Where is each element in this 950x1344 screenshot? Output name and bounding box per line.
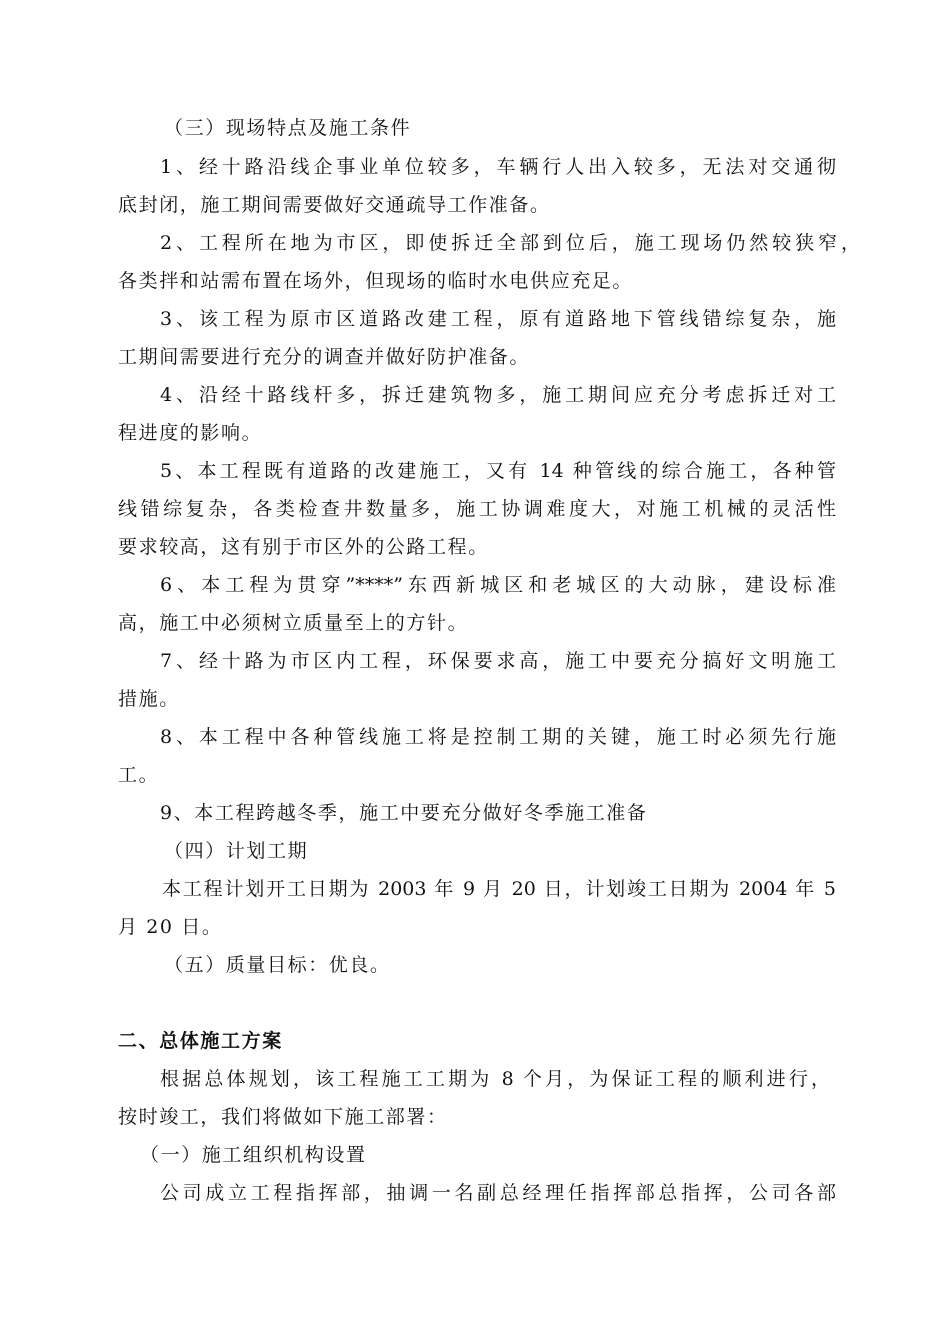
paragraph-line: 月 20 日。 — [118, 916, 223, 938]
section-heading-overall-plan: 二、总体施工方案 — [118, 1030, 283, 1052]
paragraph-line: 9、本工程跨越冬季，施工中要充分做好冬季施工准备 — [160, 802, 648, 824]
subheading-site-conditions: （三）现场特点及施工条件 — [164, 117, 412, 139]
paragraph-line: 高，施工中必须树立质量至上的方针。 — [118, 612, 469, 634]
paragraph-line: 3、该工程为原市区道路改建工程，原有道路地下管线错综复杂，施 — [160, 308, 836, 330]
paragraph-line: 2、工程所在地为市区，即使拆迁全部到位后，施工现场仍然较狭窄， — [160, 232, 860, 254]
paragraph-line: 5、本工程既有道路的改建施工，又有 14 种管线的综合施工，各种管 — [160, 460, 836, 482]
paragraph-line: 1、经十路沿线企事业单位较多，车辆行人出入较多，无法对交通彻 — [160, 156, 836, 178]
paragraph-line: 要求较高，这有别于市区外的公路工程。 — [118, 536, 489, 558]
paragraph-line: 工期间需要进行充分的调查并做好防护准备。 — [118, 346, 531, 368]
paragraph-line: 公司成立工程指挥部，抽调一名副总经理任指挥部总指挥，公司各部 — [160, 1182, 836, 1204]
paragraph-line: 底封闭，施工期间需要做好交通疏导工作准备。 — [118, 194, 551, 216]
paragraph-line: 6、本工程为贯穿”****”东西新城区和老城区的大动脉，建设标准 — [160, 574, 836, 596]
paragraph-line: 本工程计划开工日期为 2003 年 9 月 20 日，计划竣工日期为 2004 年 5 — [162, 878, 836, 900]
paragraph-line: 线错综复杂，各类检查井数量多，施工协调难度大，对施工机械的灵活性 — [118, 498, 836, 520]
subheading-quality-target: （五）质量目标：优良。 — [164, 954, 391, 976]
subheading-schedule: （四）计划工期 — [164, 840, 309, 862]
paragraph-line: 按时竣工，我们将做如下施工部署： — [118, 1106, 448, 1128]
paragraph-line: 8、本工程中各种管线施工将是控制工期的关键，施工时必须先行施 — [160, 726, 836, 748]
paragraph-line: 各类拌和站需布置在场外，但现场的临时水电供应充足。 — [118, 270, 634, 292]
paragraph-line: 7、经十路为市区内工程，环保要求高，施工中要充分搞好文明施工 — [160, 650, 836, 672]
paragraph-line: 工。 — [118, 764, 160, 786]
paragraph-line: 根据总体规划，该工程施工工期为 8 个月，为保证工程的顺利进行， — [160, 1068, 830, 1090]
paragraph-line: 措施。 — [118, 688, 180, 710]
paragraph-line: 4、沿经十路线杆多，拆迁建筑物多，施工期间应充分考虑拆迁对工 — [160, 384, 836, 406]
paragraph-line: 程进度的影响。 — [118, 422, 263, 444]
subheading-organization: （一）施工组织机构设置 — [140, 1144, 367, 1166]
